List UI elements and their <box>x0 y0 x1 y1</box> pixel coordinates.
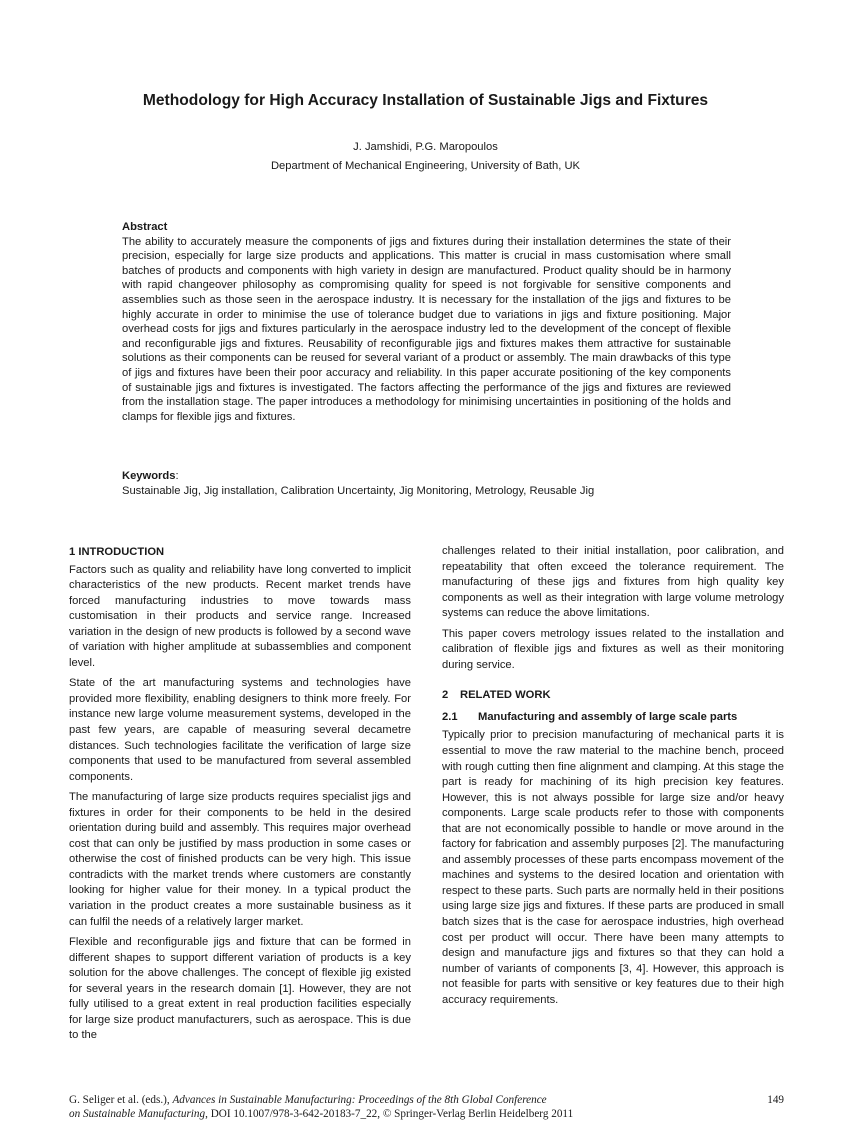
keywords-heading: Keywords <box>122 470 176 482</box>
paragraph: challenges related to their initial installation, poor calibration, and repeatability that often exceed the tolerance requirement. The manufacturing of these jigs and fixtures from high quality key components as well as their integration with large volume metrology systems can reduce the above limitations. <box>442 545 784 620</box>
keywords-text: Sustainable Jig, Jig installation, Calibration Uncertainty, Jig Monitoring, Metrology, Reusable Jig <box>122 485 595 497</box>
section-1-heading: 1 INTRODUCTION <box>69 546 165 558</box>
abstract-text: The ability to accurately measure the components of jigs and fixtures during their installation determines the state of their precision, especially for large size products and applications. This matter is crucial in mass customisation where small batches of products and components with high variety in design are manufactured. Product quality should be in harmony with rapid changeover philosophy as compromising quality for speed is not forgivable for sensitive components and assemblies such as those seen in the aerospace industry. It is necessary for the installation of the jigs and fixtures to be highly accurate in order to minimise the use of tolerance budget due to variations in jigs and fixture positioning. Major overhead costs for jigs and fixtures particularly in the aerospace industry led to the development of the concept of flexible and reconfigurable jigs and fixtures. Reusability of reconfigurable jigs and fixtures makes them attractive for sustainable solutions as their components can be reused for several variant of a product or assembly. The main drawbacks of this type of jigs and fixtures have been their poor accuracy and reliability. In this paper accurate positioning of the key components of sustainable jigs and fixtures is investigated. The factors affecting the performance of the jigs and fixtures are reviewed from the installation stage. The paper introduces a methodology for minimising uncertainties in positioning of the holds and clamps for flexible jigs and fixtures. <box>122 235 731 423</box>
footer-doi: , DOI 10.1007/978-3-642-20183-7_22, © Springer-Verlag Berlin Heidelberg 2011 <box>205 1108 574 1120</box>
abstract-heading: Abstract <box>122 221 168 233</box>
page-number: 149 <box>767 1094 784 1106</box>
subsection-title: Manufacturing and assembly of large scale parts <box>478 710 738 723</box>
footer-book-title-2: on Sustainable Manufacturing <box>69 1108 206 1120</box>
paper-authors: J. Jamshidi, P.G. Maropoulos <box>353 141 498 153</box>
keywords-section <box>122 469 731 499</box>
right-column <box>442 544 784 1013</box>
keywords-colon: : <box>175 470 179 482</box>
section-2-heading <box>442 688 784 704</box>
paper-title: Methodology for High Accuracy Installation of Sustainable Jigs and Fixtures <box>142 92 709 109</box>
left-column <box>69 545 411 1049</box>
footer-book-title-1: Advances in Sustainable Manufacturing: Proceedings of the 8th Global Conference <box>172 1094 547 1106</box>
paragraph: Flexible and reconfigurable jigs and fixture that can be formed in different shapes to support different variation of products is a key solution for the above challenges. The concept of flexible jig existed for several years in the research domain [1]. However, they are not fully utilised to a great extent in real production facilities especially for large size product manufacturers, such as aerospace. This is due to the <box>69 936 411 1042</box>
page-footer <box>69 1093 784 1121</box>
paragraph: This paper covers metrology issues related to the installation and calibration of flexible jigs and fixtures as well as their monitoring during service. <box>442 627 784 671</box>
paragraph: Typically prior to precision manufacturing of mechanical parts it is essential to move the raw material to the machine bench, proceed with rough cutting then fine alignment and clamping. At this stage the part is ready for machining of its high precision key features. However, this is not always possible for large size and/or heavy components. Large scale products refer to those with components that are not economically possible to handle or move around in the factory for fabrication and assembly purposes [2]. The manufacturing and assembly processes of these parts encompass movement of the machines and systems to the desired location and orientation with respect to these parts. Such parts are normally held in their positions using large size jigs and fixtures. If these parts are produced in small batch sizes that is the case for aerospace industries, high overhead cost per product will occur. There have been many attempts to design and manufacture jigs and fixtures so that they can hold a number of variants of components [3, 4]. However, this approach is not feasible for parts with sensitive or key features due to their high accuracy requirements. <box>442 729 784 1006</box>
paper-affiliation: Department of Mechanical Engineering, University of Bath, UK <box>270 160 581 172</box>
section-2-number: 2 <box>442 689 449 702</box>
paragraph: Factors such as quality and reliability have long converted to implicit characteristics of the new products. Recent market trends have forced manufacturing industries to move towards mass customisation in their products and service range. Increased variation in the design of new products is followed by a second wave of variation with higher amplitude at subassemblies and component level. <box>69 563 411 669</box>
abstract-section <box>122 220 731 424</box>
paragraph: State of the art manufacturing systems and technologies have provided more flexibility, enabling designers to think more freely. For instance new large volume measurement systems, developed in the past few years, are capable of measuring several decametre distances. Such technologies facilitate the verification of large size components that used to be manufactured from several assembled components. <box>69 677 411 783</box>
subsection-number: 2.1 <box>442 710 458 723</box>
footer-editors: G. Seliger et al. (eds.), <box>69 1094 173 1106</box>
subsection-2-1-heading <box>442 710 784 726</box>
section-2-title: RELATED WORK <box>460 689 551 702</box>
paragraph: The manufacturing of large size products requires specialist jigs and fixtures in order for their components to be held in the desired orientation during build and assembly. This requires major overhead cost that can only be justified by mass production in some cases or otherwise the cost of finished products can be very high. This issue contradicts with the market trends where customers are constantly looking for higher value for their money. In a typical product the variation in the product creates a more sustainable business as it can fulfil the needs of a relatively larger market. <box>69 791 411 928</box>
